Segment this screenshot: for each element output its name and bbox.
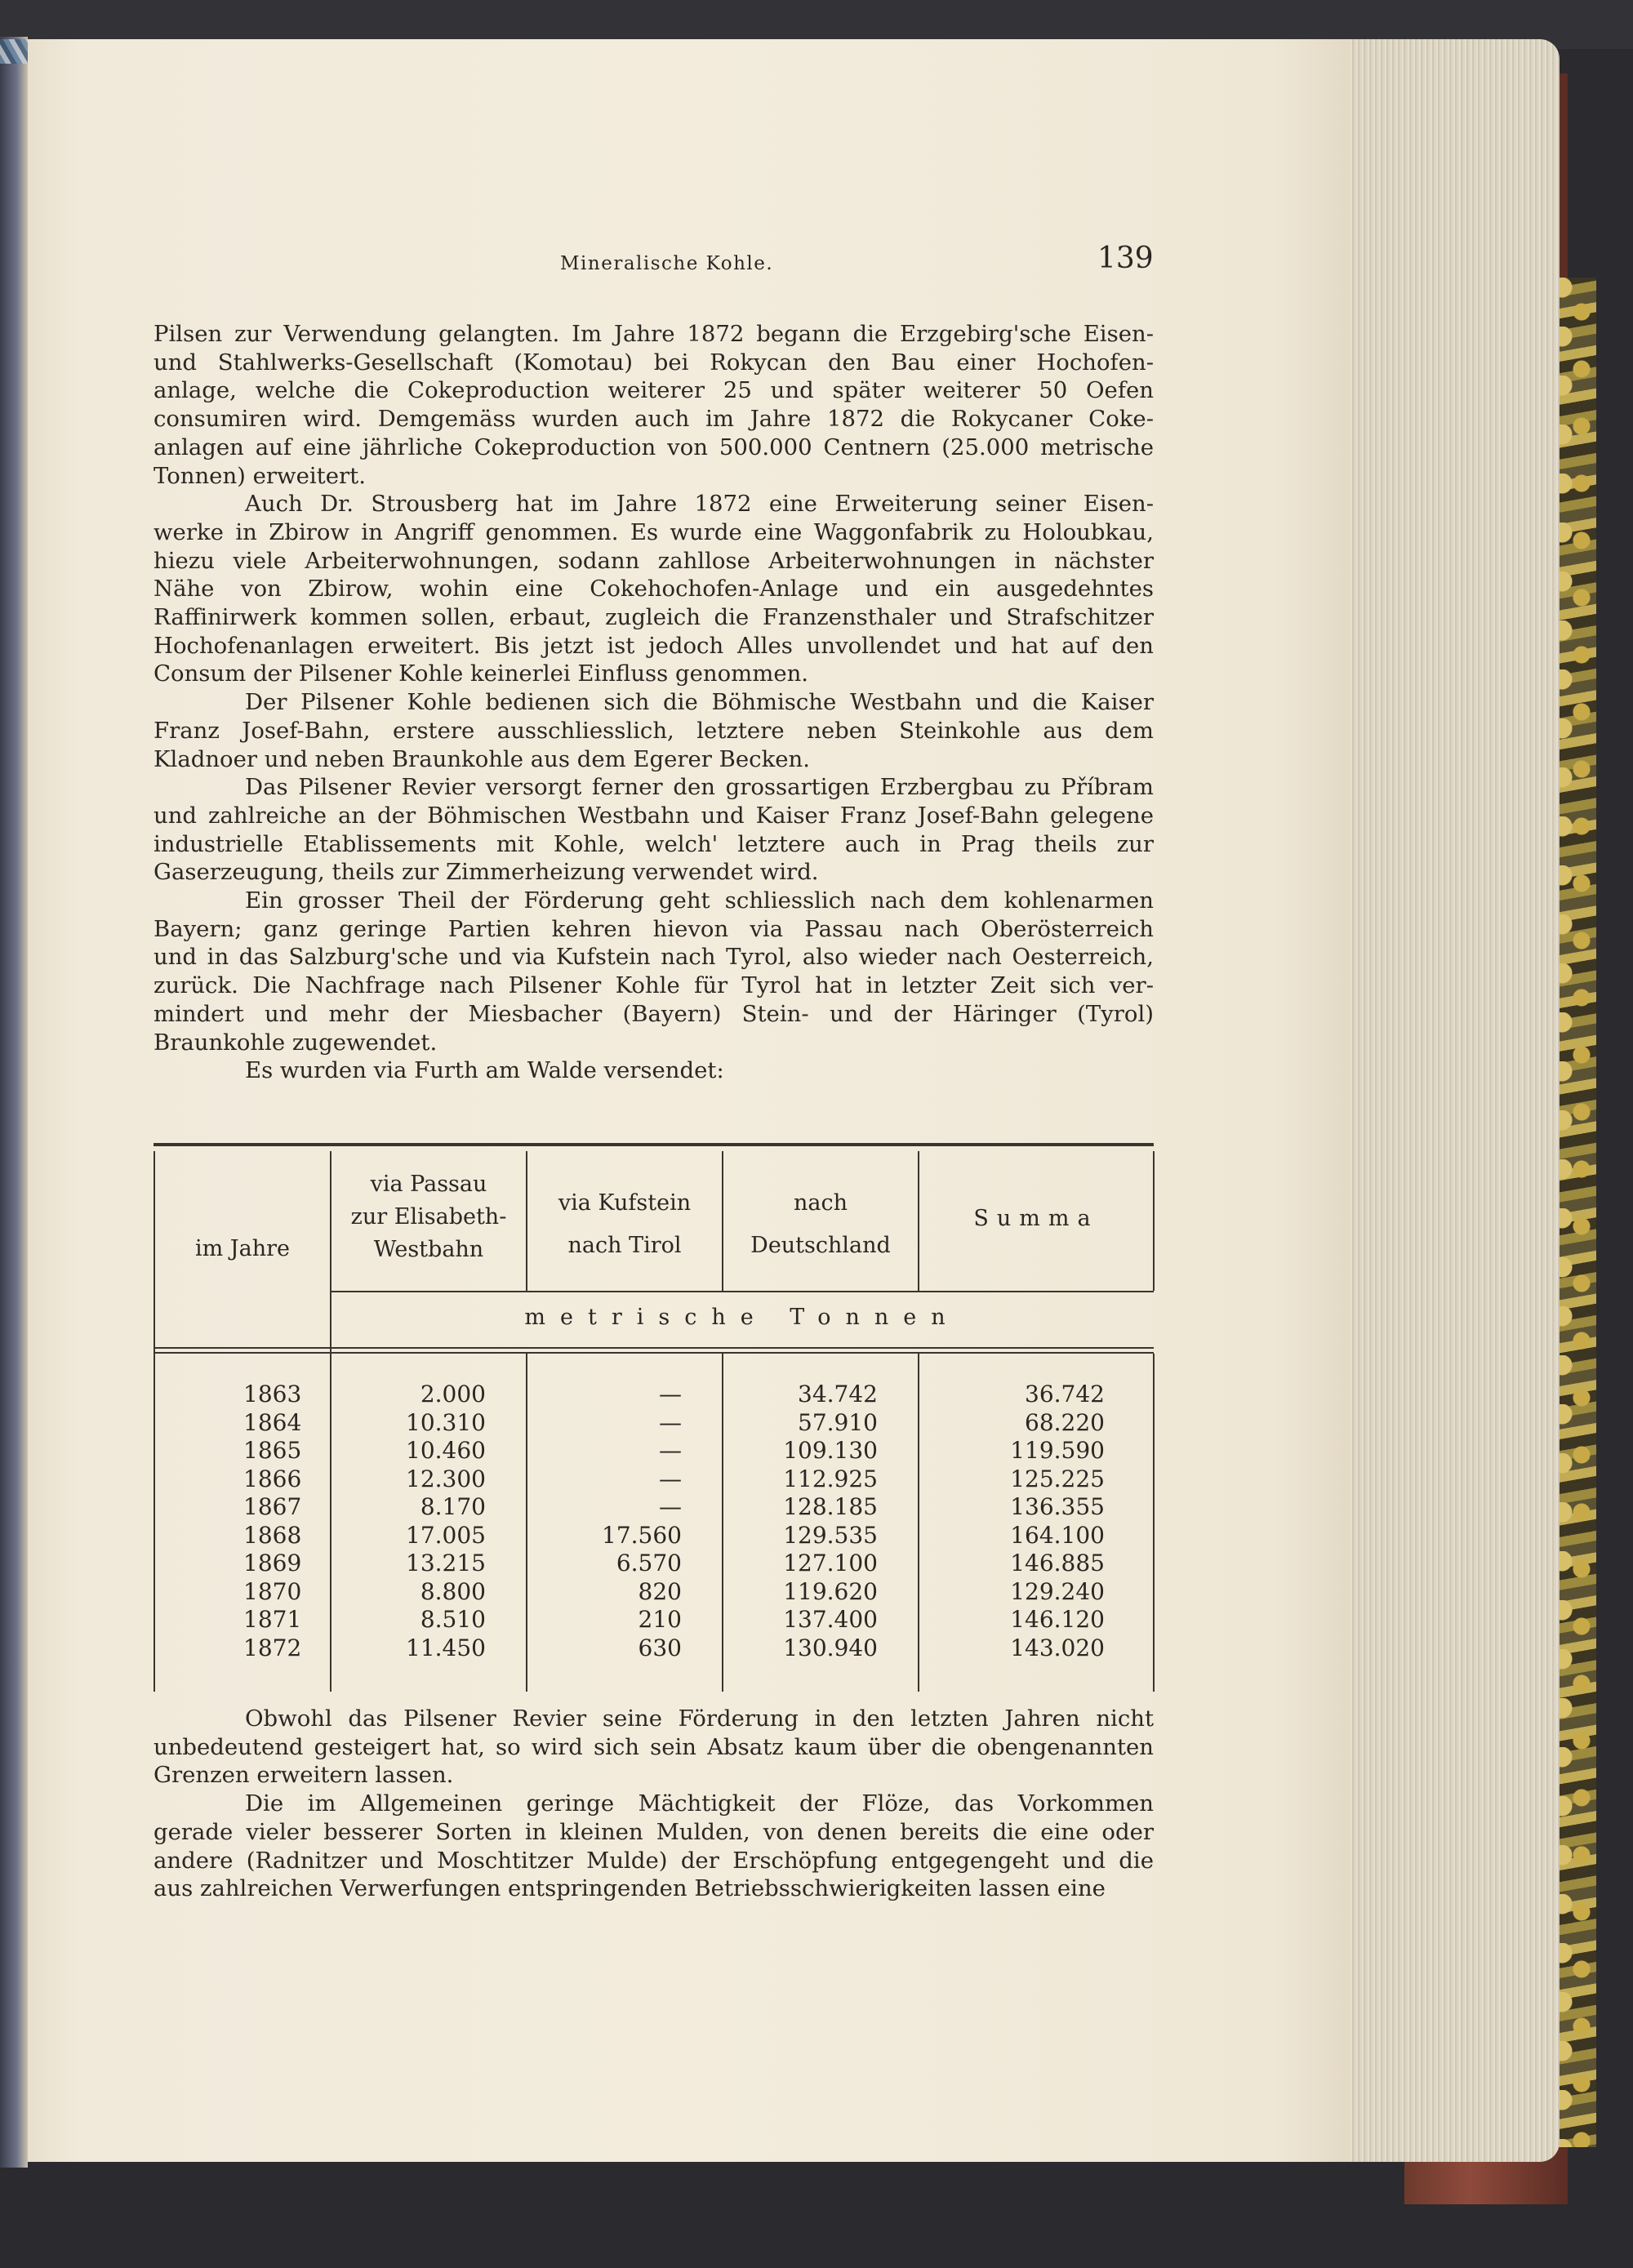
text-line: anlagen auf eine jährliche Cokeproduction von 500.000 Centnern (25.000 metrische [154,434,1154,460]
cell-summa: 129.240 [1010,1577,1105,1605]
cell-deutschland: 127.100 [783,1550,878,1576]
cell-passau: 12.300 [406,1465,486,1492]
cell-kufstein: 630 [638,1634,682,1661]
cell-summa: 125.225 [1010,1465,1105,1492]
page-number: 139 [1097,242,1154,275]
cell-year: 1863 [243,1381,302,1407]
header-summa: Summa [973,1206,1099,1231]
table-row [154,1606,1154,1634]
text-line: Der Pilsener Kohle bedienen sich die Böhmische Westbahn und die Kaiser [245,689,1154,716]
cell-kufstein: 6.570 [616,1550,682,1576]
text-line: Braunkohle zugewendet. [154,1029,438,1056]
cell-passau: 2.000 [420,1381,486,1407]
cell-summa: 36.742 [1025,1381,1105,1407]
book-page [28,39,1350,2162]
text-line: Die im Allgemeinen geringe Mächtigkeit der Flöze, das Vorkommen [245,1790,1154,1817]
table-row [154,1634,1154,1663]
cell-kufstein: 17.560 [602,1521,682,1549]
text-line: und in das Salzburg'sche und via Kufstein nach Tyrol, also wieder nach Oesterreich, [154,944,1154,971]
text-line: Ein grosser Theil der Förderung geht schliesslich nach dem kohlenarmen [245,887,1154,914]
cell-year: 1869 [243,1550,302,1576]
text-line: und Stahlwerks-Gesellschaft (Komotau) bei Rokycan den Bau einer Hochofen- [154,349,1154,376]
text-line: Obwohl das Pilsener Revier seine Förderung in den letzten Jahren nicht [245,1705,1154,1732]
table-row [154,1381,1154,1409]
cell-year: 1872 [243,1634,302,1661]
table-row [154,1409,1154,1438]
cell-year: 1866 [243,1465,302,1492]
header-kufstein [527,1182,722,1267]
text-line: Hochofenanlagen erweitert. Bis jetzt ist jedoch Alles unvollendet und hat auf den [154,632,1154,659]
cell-deutschland: 57.910 [798,1408,878,1436]
unit-label: metrische Tonnen [524,1305,960,1330]
text-line: Es wurden via Furth am Walde versendet: [245,1057,724,1084]
text-line: mindert und mehr der Miesbacher (Bayern) Stein- und der Häringer (Tyrol) [154,1000,1154,1027]
header-kufstein-line: via Kufstein [558,1190,692,1216]
cell-year: 1864 [243,1408,302,1436]
table-col-rule [1153,1151,1155,1291]
text-line: gerade vieler besserer Sorten in kleinen Mulden, von denen bereits die eine oder [154,1818,1154,1845]
cell-deutschland: 112.925 [783,1465,878,1492]
cell-passau: 8.800 [420,1577,486,1605]
cell-deutschland: 109.130 [783,1437,878,1464]
text-line: Nähe von Zbirow, wohin eine Cokehochofen-Anlage und ein ausgedehntes [154,576,1154,603]
page-edges [1339,39,1560,2162]
table-rule [154,1352,1154,1354]
cell-summa: 136.355 [1010,1493,1105,1520]
cell-passau: 8.510 [420,1606,486,1633]
cell-summa: 164.100 [1010,1521,1105,1549]
text-line: industrielle Etablissements mit Kohle, welch' letztere auch in Prag theils zur [154,830,1154,857]
text-line: Pilsen zur Verwendung gelangten. Im Jahre 1872 begann die Erzgebirg'sche Eisen- [154,321,1154,347]
header-kufstein-line: nach Tirol [567,1233,682,1258]
intro-text [154,320,1154,1085]
cell-passau: 17.005 [406,1521,486,1549]
table-row [154,1493,1154,1522]
header-deutschland-line: nach [794,1190,848,1216]
cell-deutschland: 137.400 [783,1606,878,1633]
text-line: Tonnen) erweitert. [154,462,366,489]
text-line: Consum der Pilsener Kohle keinerlei Einfluss genommen. [154,660,809,687]
text-line: und zahlreiche an der Böhmischen Westbahn und Kaiser Franz Josef-Bahn gelegene [154,802,1154,829]
cell-year: 1867 [243,1493,302,1520]
cell-deutschland: 130.940 [783,1634,878,1661]
text-line: andere (Radnitzer und Moschtitzer Mulde) der Erschöpfung entgegengeht und die [154,1847,1154,1874]
table-rule [154,1347,1154,1349]
text-line: Grenzen erweitern lassen. [154,1762,454,1789]
text-line: unbedeutend gesteigert hat, so wird sich sein Absatz kaum über die obengenannten [154,1733,1154,1760]
cell-kufstein: — [659,1493,682,1520]
cell-deutschland: 129.535 [783,1521,878,1549]
text-line: Bayern; ganz geringe Partien kehren hievon via Passau nach Oberösterreich [154,915,1154,942]
cell-year: 1870 [243,1577,302,1605]
text-line: Gaserzeugung, theils zur Zimmerheizung verwendet wird. [154,859,819,886]
header-passau-line: zur Elisabeth- [350,1204,507,1230]
closing-text [154,1705,1154,1903]
text-line: Kladnoer und neben Braunkohle aus dem Egerer Becken. [154,745,810,772]
header-passau-line: via Passau [370,1172,487,1197]
header-passau-line: Westbahn [373,1237,484,1262]
text-line: Franz Josef-Bahn, erstere ausschliesslich, letztere neben Steinkohle aus dem [154,717,1154,744]
cell-summa: 143.020 [1010,1634,1105,1661]
header-passau [331,1168,526,1266]
text-line: werke in Zbirow in Angriff genommen. Es wurde eine Waggonfabrik zu Holoubkau, [154,518,1154,545]
cell-kufstein: — [659,1408,682,1436]
cell-kufstein: 820 [638,1577,682,1605]
cell-summa: 146.885 [1010,1550,1105,1576]
running-title: Mineralische Kohle. [560,253,774,274]
header-deutschland-line: Deutschland [750,1233,891,1258]
text-line: aus zahlreichen Verwerfungen entspringenden Betriebsschwierigkeiten lassen eine [154,1875,1106,1902]
table-row [154,1465,1154,1494]
cell-passau: 13.215 [406,1550,486,1576]
header-deutschland [723,1182,918,1267]
text-line: anlage, welche die Cokeproduction weiterer 25 und später weiterer 50 Oefen [154,377,1154,404]
cell-summa: 68.220 [1025,1408,1105,1436]
cell-kufstein: — [659,1437,682,1464]
cell-deutschland: 34.742 [798,1381,878,1407]
text-line: zurück. Die Nachfrage nach Pilsener Kohle für Tyrol hat in letzter Zeit sich ver- [154,972,1154,999]
cell-deutschland: 128.185 [783,1493,878,1520]
table-row [154,1437,1154,1465]
header-year: im Jahre [194,1236,290,1261]
cell-year: 1868 [243,1521,302,1549]
table-row [154,1522,1154,1550]
cell-kufstein: 210 [638,1606,682,1633]
cell-passau: 10.310 [406,1408,486,1436]
text-line: Raffinirwerk kommen sollen, erbaut, zugleich die Franzensthaler und Strafschitzer [154,604,1154,631]
table-row [154,1578,1154,1607]
cell-passau: 10.460 [406,1437,486,1464]
cell-kufstein: — [659,1381,682,1407]
cell-deutschland: 119.620 [783,1577,878,1605]
text-line: hiezu viele Arbeiterwohnungen, sodann zahllose Arbeiterwohnungen in nächster [154,547,1154,574]
cell-kufstein: — [659,1465,682,1492]
text-line: consumiren wird. Demgemäss wurden auch im Jahre 1872 die Rokycaner Coke- [154,406,1154,433]
table-top-rule [154,1143,1154,1146]
table-rule [330,1291,1154,1292]
cell-passau: 8.170 [420,1493,486,1520]
text-line: Auch Dr. Strousberg hat im Jahre 1872 eine Erweiterung seiner Eisen- [245,491,1154,518]
text-line: Das Pilsener Revier versorgt ferner den grossartigen Erzbergbau zu Příbram [245,774,1154,801]
book-cover-left [0,37,28,2168]
table-row [154,1550,1154,1578]
cell-year: 1871 [243,1606,302,1633]
cell-passau: 11.450 [406,1634,486,1661]
cell-summa: 146.120 [1010,1606,1105,1633]
cell-summa: 119.590 [1010,1437,1105,1464]
cell-year: 1865 [243,1437,302,1464]
